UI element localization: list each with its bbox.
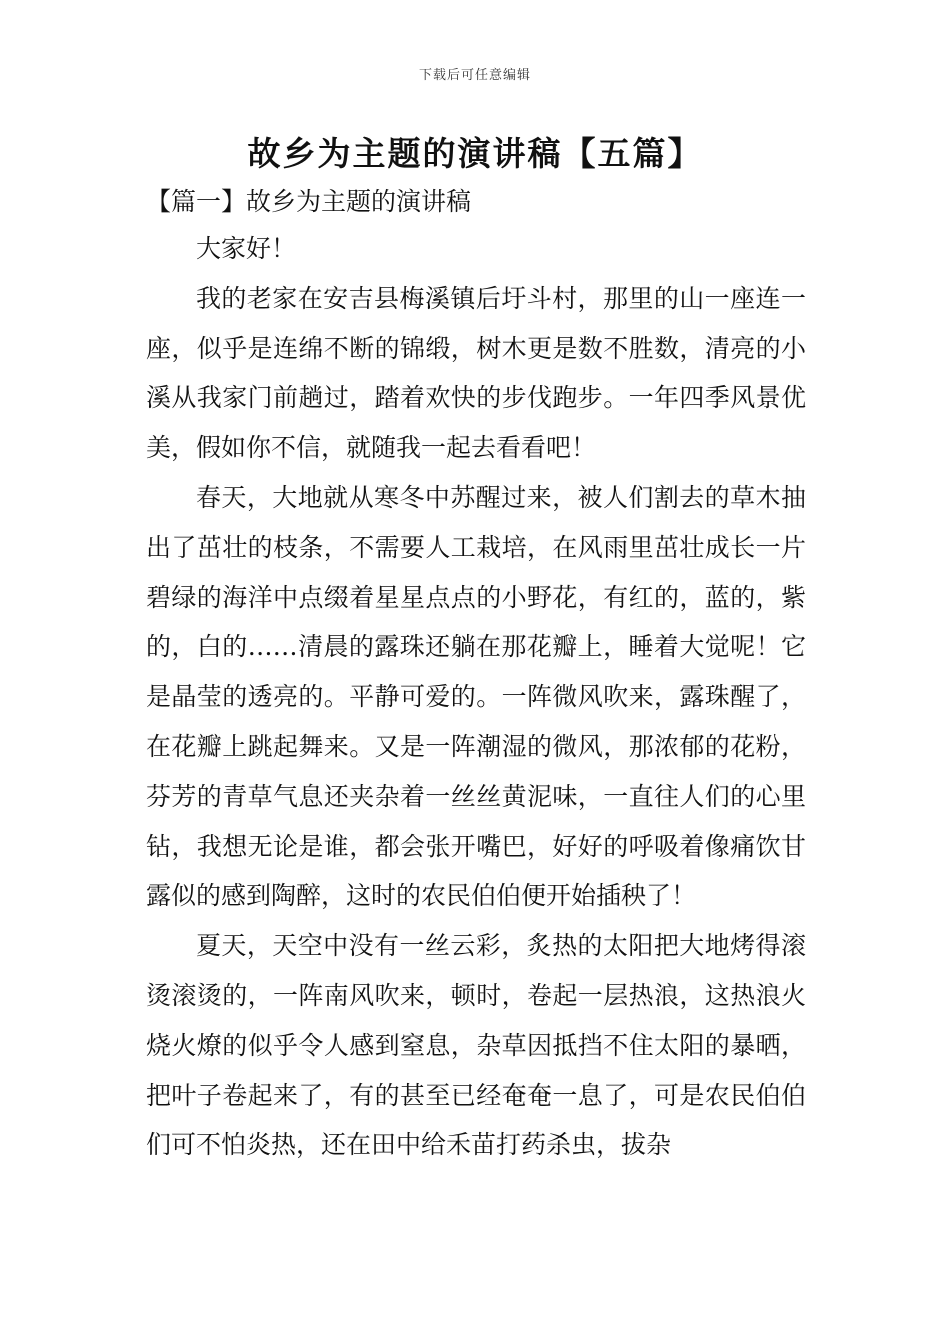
paragraph-greeting: 大家好！ [196,234,297,263]
paragraph-spring: 春天，大地就从寒冬中苏醒过来，被人们割去的草木抽出了茁壮的枝条，不需要人工栽培，在风雨里茁壮成长一片碧绿的海洋中点缀着星星点点的小野花，有红的，蓝的，紫的，白的……清晨的露珠还躺在那花瓣上，睡着大觉呢！它是晶莹的透亮的。平静可爱的。一阵微风吹来，露珠醒了，在花瓣上跳起舞来。又是一阵潮湿的微风，那浓郁的花粉，芬芳的青草气息还夹杂着一丝丝黄泥味，一直往人们的心里钻，我想无论是谁，都会张开嘴巴，好好的呼吸着像痛饮甘露似的感到陶醉，这时的农民伯伯便开始插秧了！ [146,482,806,911]
section-heading: 【篇一】故乡为主题的演讲稿 [146,187,472,216]
paragraph-hometown: 我的老家在安吉县梅溪镇后圩斗村，那里的山一座连一座，似乎是连绵不断的锦缎，树木更是数不胜数，清亮的小溪从我家门前趟过，踏着欢快的步伐跑步。一年四季风景优美，假如你不信，就随我一起去看看吧！ [146,283,806,463]
body-text [146,224,806,1170]
paragraph-summer: 夏天，天空中没有一丝云彩，炙热的太阳把大地烤得滚烫滚烫的，一阵南风吹来，顿时，卷起一层热浪，这热浪火烧火燎的似乎令人感到窒息，杂草因抵挡不住太阳的暴晒，把叶子卷起来了，有的甚至已经奄奄一息了，可是农民伯伯们可不怕炎热，还在田中给禾苗打药杀虫，拔杂 [146,931,806,1160]
header-note: 下载后可任意编辑 [418,68,531,83]
document-title: 故乡为主题的演讲稿【五篇】 [247,134,703,173]
